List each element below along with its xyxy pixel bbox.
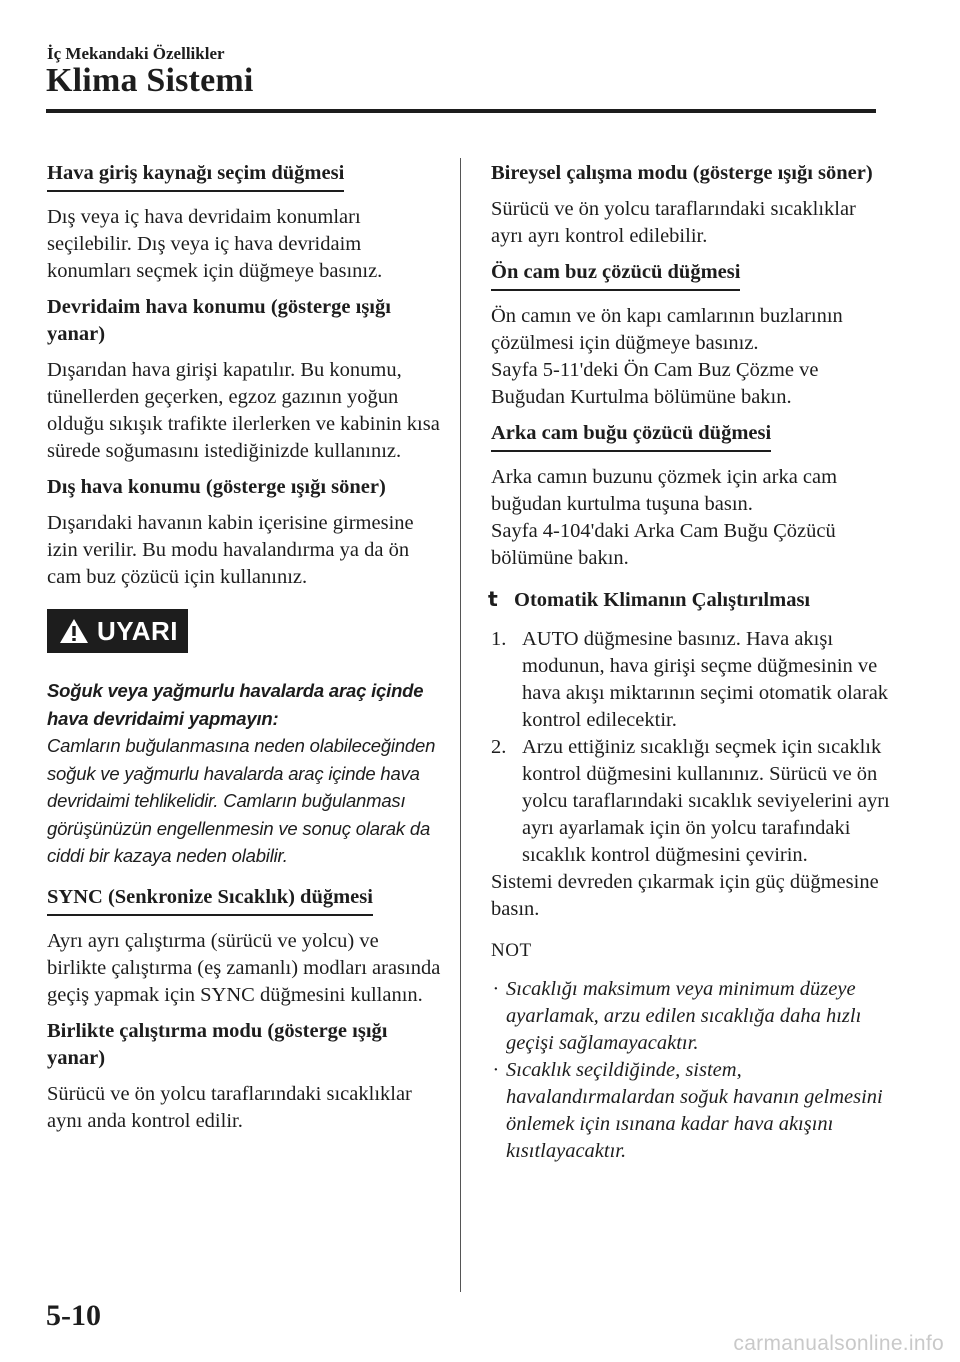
page-number: 5-10 — [46, 1299, 101, 1332]
front-defroster-heading: Ön cam buz çözücü düğmesi — [491, 259, 740, 291]
list-item — [491, 734, 891, 869]
bullet-icon: · — [493, 978, 499, 1000]
air-source-heading: Hava giriş kaynağı seçim düğmesi — [47, 160, 344, 192]
auto-section-heading — [488, 586, 891, 614]
rear-defogger-heading: Arka cam buğu çözücü düğmesi — [491, 420, 771, 452]
auto-steps — [491, 626, 891, 869]
outside-body: Dışarıdaki havanın kabin içerisine girmesine izin verilir. Bu modu havalandırma ya da ön cam buz çözücü için kullanınız. — [47, 512, 414, 588]
rear-defogger-ref: Sayfa 4-104'daki Arka Cam Buğu Çözücü bölümüne bakın. — [491, 520, 836, 569]
joint-heading: Birlikte çalıştırma modu (gösterge ışığı yanar) — [47, 1019, 388, 1069]
warning-text: Camların buğulanmasına neden olabileceğinden soğuk ve yağmurlu havalarda araç içinde hava devridaimi tehlikelidir. Camların buğulanması görüşünüzün engellenmesin ve sonuç olarak da ciddi bir kazaya neden olabilir. — [47, 735, 436, 866]
right-column — [488, 160, 891, 1165]
list-item — [491, 976, 891, 1057]
front-defroster-ref: Sayfa 5-11'deki Ön Cam Buz Çözme ve Buğudan Kurtulma bölümüne bakın. — [491, 359, 819, 408]
bullet-icon: · — [493, 1059, 499, 1081]
step-number: 1. — [491, 628, 507, 650]
rear-defogger-text: Arka camın buzunu çözmek için arka cam buğudan kurtulma tuşuna basın. — [491, 466, 838, 515]
warning-label — [47, 609, 188, 653]
recirc-heading: Devridaim hava konumu (gösterge ışığı yanar) — [47, 296, 391, 345]
section-marker: t — [488, 587, 498, 611]
note-text: Sıcaklık seçildiğinde, sistem, havalandırmalardan soğuk havanın gelmesini önlemek için ısınana kadar hava akışını kısıtlayacaktır. — [506, 1059, 883, 1162]
front-defroster-body — [491, 303, 891, 411]
warning-triangle-icon — [59, 618, 89, 644]
individual-heading: Bireysel çalışma modu (gösterge ışığı söner) — [491, 162, 873, 184]
warning-label-text: UYARI — [97, 615, 179, 646]
title-rule — [46, 109, 876, 113]
auto-section-title: Otomatik Klimanın Çalıştırılması — [514, 589, 811, 611]
recirc-body: Dışarıdan hava girişi kapatılır. Bu konumu, tünellerden geçerken, egzoz gazının yoğun olduğu sıkışık trafikte ilerlerken ve kabinin kısa sürede soğumasını istediğinizde kullanınız. — [47, 359, 440, 462]
warning-body — [47, 677, 442, 870]
list-item — [491, 1057, 891, 1165]
step-text: AUTO düğmesine basınız. Hava akışı modunun, hava girişi seçme düğmesinin ve hava akışı miktarının seçimi otomatik olarak kontrol edilecektir. — [522, 628, 889, 731]
sync-heading: SYNC (Senkronize Sıcaklık) düğmesi — [47, 884, 373, 916]
note-text: Sıcaklığı maksimum veya minimum düzeye ayarlamak, arzu edilen sıcaklığa daha hızlı geçişi sağlamayacaktır. — [506, 978, 862, 1054]
rear-defogger-body — [491, 464, 891, 572]
individual-body: Sürücü ve ön yolcu taraflarındaki sıcaklıklar ayrı ayrı kontrol edilebilir. — [491, 198, 856, 247]
auto-off-text: Sistemi devreden çıkarmak için güç düğmesine basın. — [491, 871, 879, 920]
breadcrumb: İç Mekandaki Özellikler — [47, 44, 225, 63]
list-item — [491, 626, 891, 734]
front-defroster-text: Ön camın ve ön kapı camlarının buzlarının çözülmesi için düğmeye basınız. — [491, 305, 843, 354]
note-list — [491, 976, 891, 1165]
air-source-intro: Dış veya iç hava devridaim konumları seçilebilir. Dış veya iç hava devridaim konumları seçmek için düğmeye basınız. — [47, 206, 383, 282]
note-heading: NOT — [491, 940, 532, 961]
step-text: Arzu ettiğiniz sıcaklığı seçmek için sıcaklık kontrol düğmesini kullanınız. Sürücü ve ön yolcu taraflarındaki sıcaklık seviyelerini ayrı ayrı ayarlamak için ön yolcu tarafındaki sıcaklık kontrol düğmesini çevirin. — [522, 736, 890, 866]
joint-body: Sürücü ve ön yolcu taraflarındaki sıcaklıklar aynı anda kontrol edilir. — [47, 1082, 412, 1132]
outside-heading: Dış hava konumu (gösterge ışığı söner) — [47, 476, 386, 498]
watermark: carmanualsonline.info — [733, 1332, 944, 1355]
left-column — [47, 160, 442, 1144]
step-number: 2. — [491, 736, 507, 758]
column-divider — [460, 158, 461, 1292]
warning-box — [47, 609, 442, 653]
warning-title: Soğuk veya yağmurlu havalarda araç içinde hava devridaimi yapmayın: — [47, 680, 424, 729]
sync-body: Ayrı ayrı çalıştırma (sürücü ve yolcu) ve birlikte çalıştırma (eş zamanlı) modları arasında geçiş yapmak için SYNC düğmesini kullanın. — [47, 929, 441, 1006]
page-title: Klima Sistemi — [46, 62, 254, 99]
